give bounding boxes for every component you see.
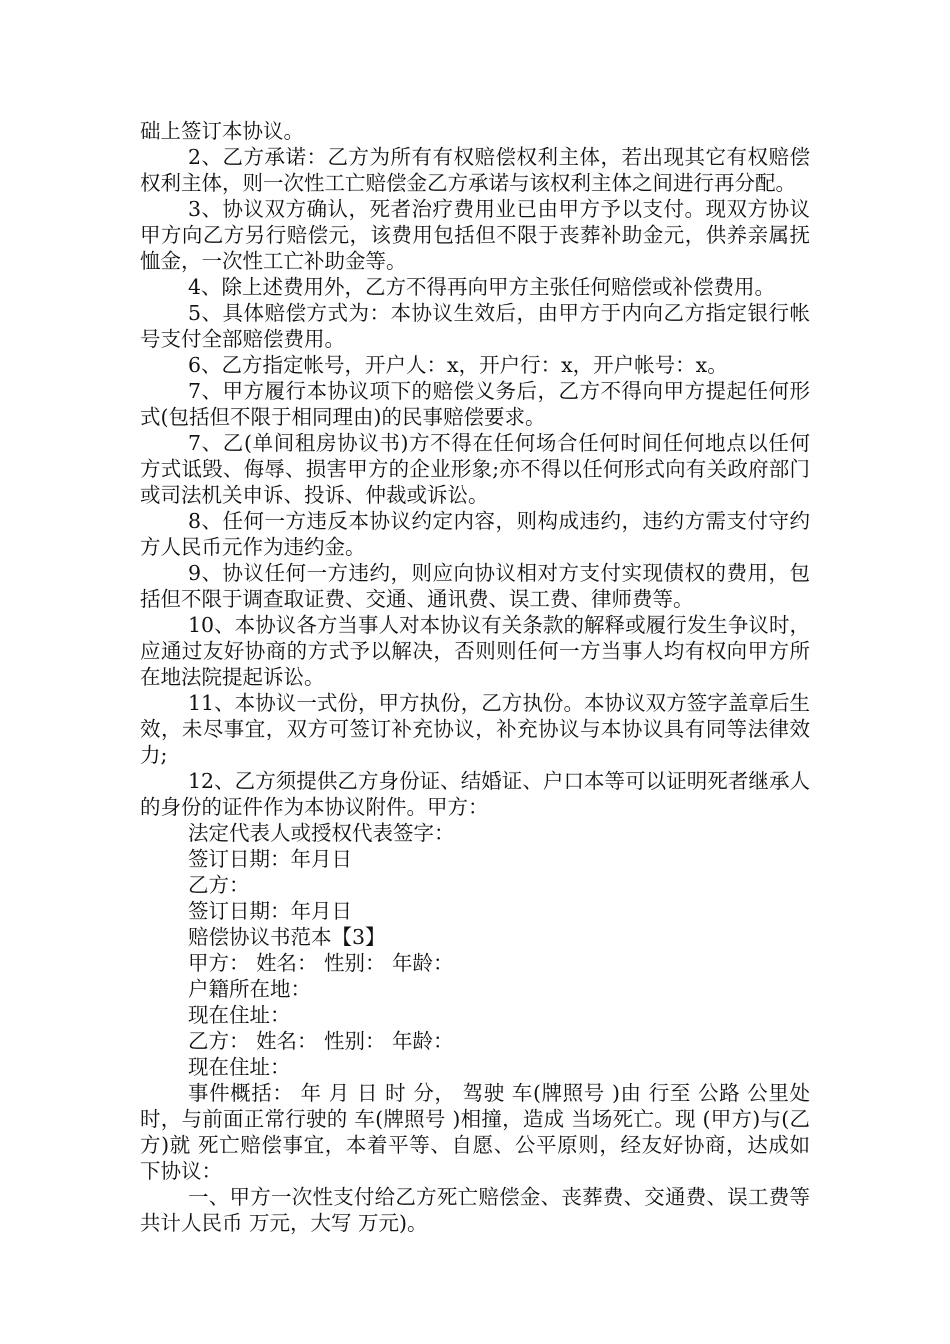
document-body (140, 118, 810, 1236)
party-b-line: 乙方： (188, 873, 250, 897)
clause-2: 2、乙方承诺：乙方为所有有权赔偿权利主体，若出现其它有权赔偿权利主体，则一次性工亡赔偿金乙方承诺与该权利主体之间进行再分配。 (140, 145, 810, 195)
party-b-info-line: 乙方： 姓名： 性别： 年龄： (188, 1029, 454, 1053)
clause-3: 3、协议双方确认，死者治疗费用业已由甲方予以支付。现双方协议甲方向乙方另行赔偿元，该费用包括但不限于丧葬补助金元，供养亲属抚恤金，一次性工亡补助金等。 (140, 197, 810, 273)
clause-5: 5、具体赔偿方式为：本协议生效后，由甲方于内向乙方指定银行帐号支付全部赔偿费用。 (140, 301, 810, 351)
clause-6: 6、乙方指定帐号，开户人：x，开户行：x，开户帐号：x。 (188, 353, 728, 377)
signature-line-representative: 法定代表人或授权代表签字： (188, 821, 455, 845)
event-summary: 事件概括： 年 月 日 时 分， 驾驶 车(牌照号 )由 行至 公路 公里处时，与前面正常行驶的 车(牌照号 )相撞，造成 当场死亡。现 (甲方)与(乙方)就 死亡赔偿事宜，本着平等、自愿、公平原则，经友好协商，达成如下协议： (140, 1081, 810, 1183)
agreement-item-1: 一、甲方一次性支付给乙方死亡赔偿金、丧葬费、交通费、误工费等共计人民币 万元，大写 万元)。 (140, 1185, 810, 1235)
clause-8: 8、任何一方违反本协议约定内容，则构成违约，违约方需支付守约方人民币元作为违约金。 (140, 509, 810, 559)
party-a-info-line: 甲方： 姓名： 性别： 年龄： (188, 951, 454, 975)
clause-11: 11、本协议一式份，甲方执份，乙方执份。本协议双方签字盖章后生效，未尽事宜，双方可签订补充协议，补充协议与本协议具有同等法律效力; (140, 691, 810, 767)
clause-4: 4、除上述费用外，乙方不得再向甲方主张任何赔偿或补偿费用。 (188, 275, 776, 299)
paragraph-0: 础上签订本协议。 (140, 119, 304, 143)
household-registration-line: 户籍所在地： (188, 977, 311, 1001)
clause-7a: 7、甲方履行本协议项下的赔偿义务后，乙方不得向甲方提起任何形式(包括但不限于相同理由)的民事赔偿要求。 (140, 379, 810, 429)
current-address-line-b: 现在住址： (188, 1055, 291, 1079)
clause-12: 12、乙方须提供乙方身份证、结婚证、户口本等可以证明死者继承人的身份的证件作为本协议附件。甲方： (140, 769, 810, 819)
current-address-line-a: 现在住址： (188, 1003, 291, 1027)
clause-7b: 7、乙(单间租房协议书)方不得在任何场合任何时间任何地点以任何方式诋毁、侮辱、损害甲方的企业形象;亦不得以任何形式向有关政府部门或司法机关申诉、投诉、仲裁或诉讼。 (140, 431, 810, 507)
signing-date-line-b: 签订日期：年月日 (188, 899, 352, 923)
clause-9: 9、协议任何一方违约，则应向协议相对方支付实现债权的费用，包括但不限于调查取证费、交通、通讯费、误工费、律师费等。 (140, 561, 810, 611)
signing-date-line-a: 签订日期：年月日 (188, 847, 352, 871)
section-heading: 赔偿协议书范本【3】 (188, 925, 386, 949)
clause-10: 10、本协议各方当事人对本协议有关条款的解释或履行发生争议时，应通过友好协商的方式予以解决，否则则任何一方当事人均有权向甲方所在地法院提起诉讼。 (140, 613, 810, 689)
